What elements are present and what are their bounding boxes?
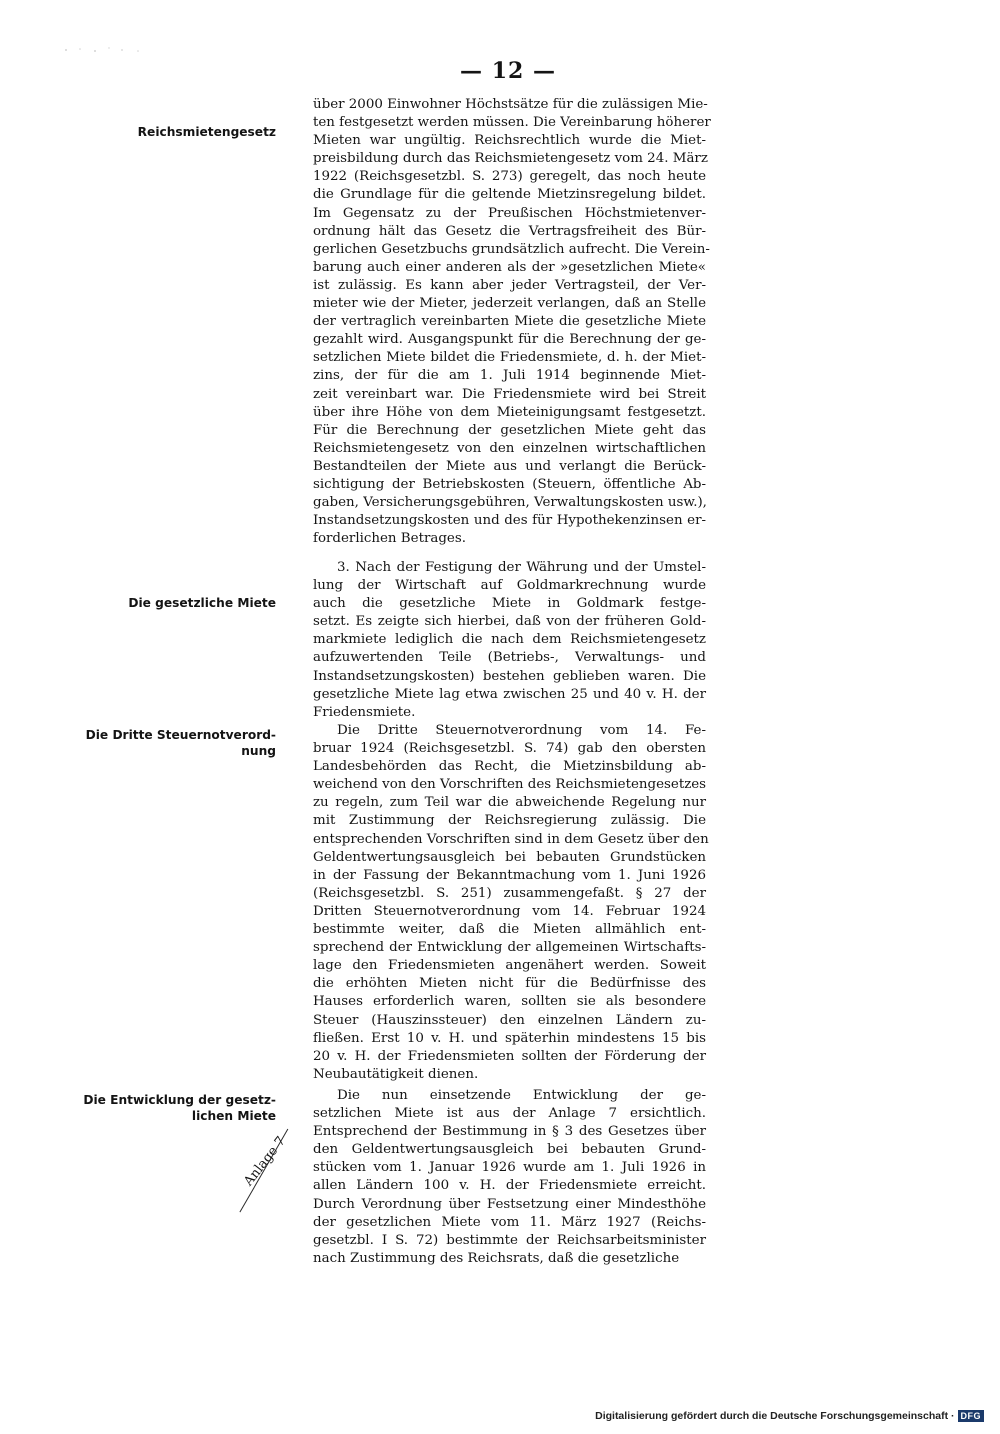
text-line: mit Zustimmung der Reichsregierung zulässig. Die (313, 813, 706, 829)
text-line: Durch Verordnung über Festsetzung einer Mindesthöhe (313, 1196, 706, 1212)
text-line: über 2000 Einwohner Höchstsätze für die zulässigen Mie- (313, 97, 708, 112)
text-line: Im Gegensatz zu der Preußischen Höchstmietenver- (313, 205, 706, 221)
paragraph-2 (313, 559, 706, 722)
text-line: (Reichsgesetzbl. S. 251) zusammengefaßt. § 27 der (313, 885, 706, 901)
text-line: markmiete lediglich die nach dem Reichsmietengesetz (313, 632, 706, 648)
text-line: entsprechenden Vorschriften sind in dem Gesetz über den (313, 831, 709, 847)
margin-note-reichsmietengesetz: Reichsmietengesetz (137, 125, 276, 139)
text-line: Bestandteilen der Miete aus und verlangt die Berück- (313, 458, 706, 474)
text-line: Neubautätigkeit dienen. (313, 1066, 479, 1082)
text-line: ist zulässig. Es kann aber jeder Vertragsteil, der Ver- (313, 277, 706, 293)
text-line: den Geldentwertungsausgleich bei bebauten Grund- (313, 1142, 706, 1158)
text-line: mieter wie der Mieter, jederzeit verlangen, daß an Stelle (313, 296, 706, 312)
text-line: der gesetzlichen Miete vom 11. März 1927 (Reichs- (313, 1214, 706, 1230)
text-line: Geldentwertungsausgleich bei bebauten Grundstücken (313, 849, 706, 865)
text-line: stücken vom 1. Januar 1926 wurde am 1. Juli 1926 in (313, 1160, 706, 1176)
text-line: setzlichen Miete ist aus der Anlage 7 ersichtlich. (313, 1106, 706, 1122)
text-line: Die Dritte Steuernotverordnung vom 14. Fe- (337, 723, 706, 738)
text-line: Mieten war ungültig. Reichsrechtlich wurde die Miet- (313, 133, 706, 149)
text-line: gerlichen Gesetzbuchs grundsätzlich aufrecht. Die Verein- (313, 241, 710, 257)
text-line: Landesbehörden das Recht, die Mietzinsbildung ab- (313, 759, 706, 775)
text-line: Instandsetzungskosten und des für Hypothekenzinsen er- (313, 513, 706, 529)
margin-note-entwicklung: Die Entwicklung der gesetz- lichen Miete (83, 1093, 276, 1123)
text-line: zu regeln, zum Teil war die abweichende Regelung nur (313, 795, 706, 811)
text-line: Friedensmiete. (313, 704, 416, 720)
text-line: zeit vereinbart war. Die Friedensmiete wird bei Streit (313, 386, 706, 402)
text-line: der vertraglich vereinbarten Miete die gesetzliche Miete (313, 314, 706, 330)
text-line: Steuer (Hauszinssteuer) den einzelnen Ländern zu- (313, 1012, 706, 1028)
text-line: gesetzliche Miete lag etwa zwischen 25 und 40 v. H. der (313, 686, 706, 702)
paragraph-text (313, 1087, 706, 1268)
text-line: in der Fassung der Bekanntmachung vom 1. Juni 1926 (313, 867, 706, 883)
text-line: die erhöhten Mieten nicht für die Bedürfnisse des (313, 976, 706, 992)
paragraph-text (313, 96, 711, 548)
text-line: die Grundlage für die geltende Mietzinsregelung bildet. (313, 187, 706, 203)
text-line: Reichsmietengesetz von den einzelnen wirtschaftlichen (313, 440, 706, 456)
text-line: Instandsetzungskosten) bestehen geblieben waren. Die (313, 668, 706, 684)
text-line: Hauses erforderlich waren, sollten sie als besondere (313, 994, 706, 1010)
text-line: 3. Nach der Festigung der Währung und der Umstel- (337, 560, 706, 575)
text-line: bestimmte weiter, daß die Mieten allmählich ent- (313, 922, 706, 938)
paragraph-1 (313, 96, 711, 548)
text-line: auch die gesetzliche Miete in Goldmark festge- (313, 596, 706, 612)
text-line: 1922 (Reichsgesetzbl. S. 273) geregelt, das noch heute (313, 169, 706, 185)
text-line: sprechend der Entwicklung der allgemeinen Wirtschafts- (313, 940, 706, 956)
text-line: gaben, Versicherungsgebühren, Verwaltungskosten usw.), (313, 495, 707, 511)
text-line: gezahlt wird. Ausgangspunkt für die Berechnung der ge- (313, 332, 706, 348)
text-line: preisbildung durch das Reichsmietengesetz vom 24. März (313, 151, 708, 167)
text-line: setzt. Es zeigte sich hierbei, daß von der früheren Gold- (313, 614, 706, 630)
text-line: setzlichen Miete bildet die Friedensmiete, d. h. der Miet- (313, 350, 706, 366)
text-line: Die nun einsetzende Entwicklung der ge- (337, 1088, 706, 1103)
text-line: ordnung hält das Gesetz die Vertragsfreiheit des Bür- (313, 223, 706, 239)
text-line: sichtigung der Betriebskosten (Steuern, öffentliche Ab- (313, 476, 706, 492)
text-line: bruar 1924 (Reichsgesetzbl. S. 74) gab den obersten (313, 741, 706, 757)
scan-specks (62, 40, 152, 50)
footer-text: Digitalisierung gefördert durch die Deutsche Forschungsgemeinschaft · (595, 1410, 955, 1422)
footer-credit (595, 1410, 984, 1422)
paragraph-3 (313, 722, 709, 1084)
paragraph-text (313, 559, 706, 722)
text-line: Entsprechend der Bestimmung in § 3 des Gesetzes über (313, 1124, 706, 1140)
text-line: aufzuwertenden Teile (Betriebs-, Verwaltungs- und (313, 650, 706, 666)
text-line: zins, der für die am 1. Juli 1914 beginnende Miet- (313, 368, 706, 384)
text-line: ten festgesetzt werden müssen. Die Vereinbarung höherer (313, 115, 711, 131)
page-number: — 12 — (460, 58, 556, 84)
text-line: lage den Friedensmieten angenähert werden. Soweit (313, 958, 706, 974)
text-line: forderlichen Betrages. (313, 531, 466, 547)
paragraph-4 (313, 1087, 706, 1268)
paragraph-text (313, 722, 709, 1084)
margin-note-dritte-steuernotverordnung: Die Dritte Steuernotverord- nung (85, 728, 276, 758)
text-line: fließen. Erst 10 v. H. und späterhin mindestens 15 bis (313, 1030, 706, 1046)
text-line: gesetzbl. I S. 72) bestimmte der Reichsarbeitsminister (313, 1232, 706, 1248)
text-line: über ihre Höhe von dem Mieteinigungsamt festgesetzt. (313, 404, 706, 420)
text-line: 20 v. H. der Friedensmieten sollten der Förderung der (313, 1048, 706, 1064)
text-line: barung auch einer anderen als der »gesetzlichen Miete« (313, 259, 706, 275)
text-line: allen Ländern 100 v. H. der Friedensmiete erreicht. (313, 1178, 706, 1194)
anlage-stamp (214, 1130, 304, 1210)
dfg-logo: DFG (958, 1410, 985, 1422)
text-line: nach Zustimmung des Reichsrats, daß die gesetzliche (313, 1250, 680, 1266)
stamp-text: Anlage 7 (241, 1133, 289, 1190)
text-line: weichend von den Vorschriften des Reichsmietengesetzes (313, 777, 707, 793)
text-line: lung der Wirtschaft auf Goldmarkrechnung wurde (313, 578, 706, 594)
text-line: Dritten Steuernotverordnung vom 14. Februar 1924 (313, 903, 706, 919)
margin-note-gesetzliche-miete: Die gesetzliche Miete (128, 596, 276, 610)
text-line: Für die Berechnung der gesetzlichen Miete geht das (313, 422, 706, 438)
